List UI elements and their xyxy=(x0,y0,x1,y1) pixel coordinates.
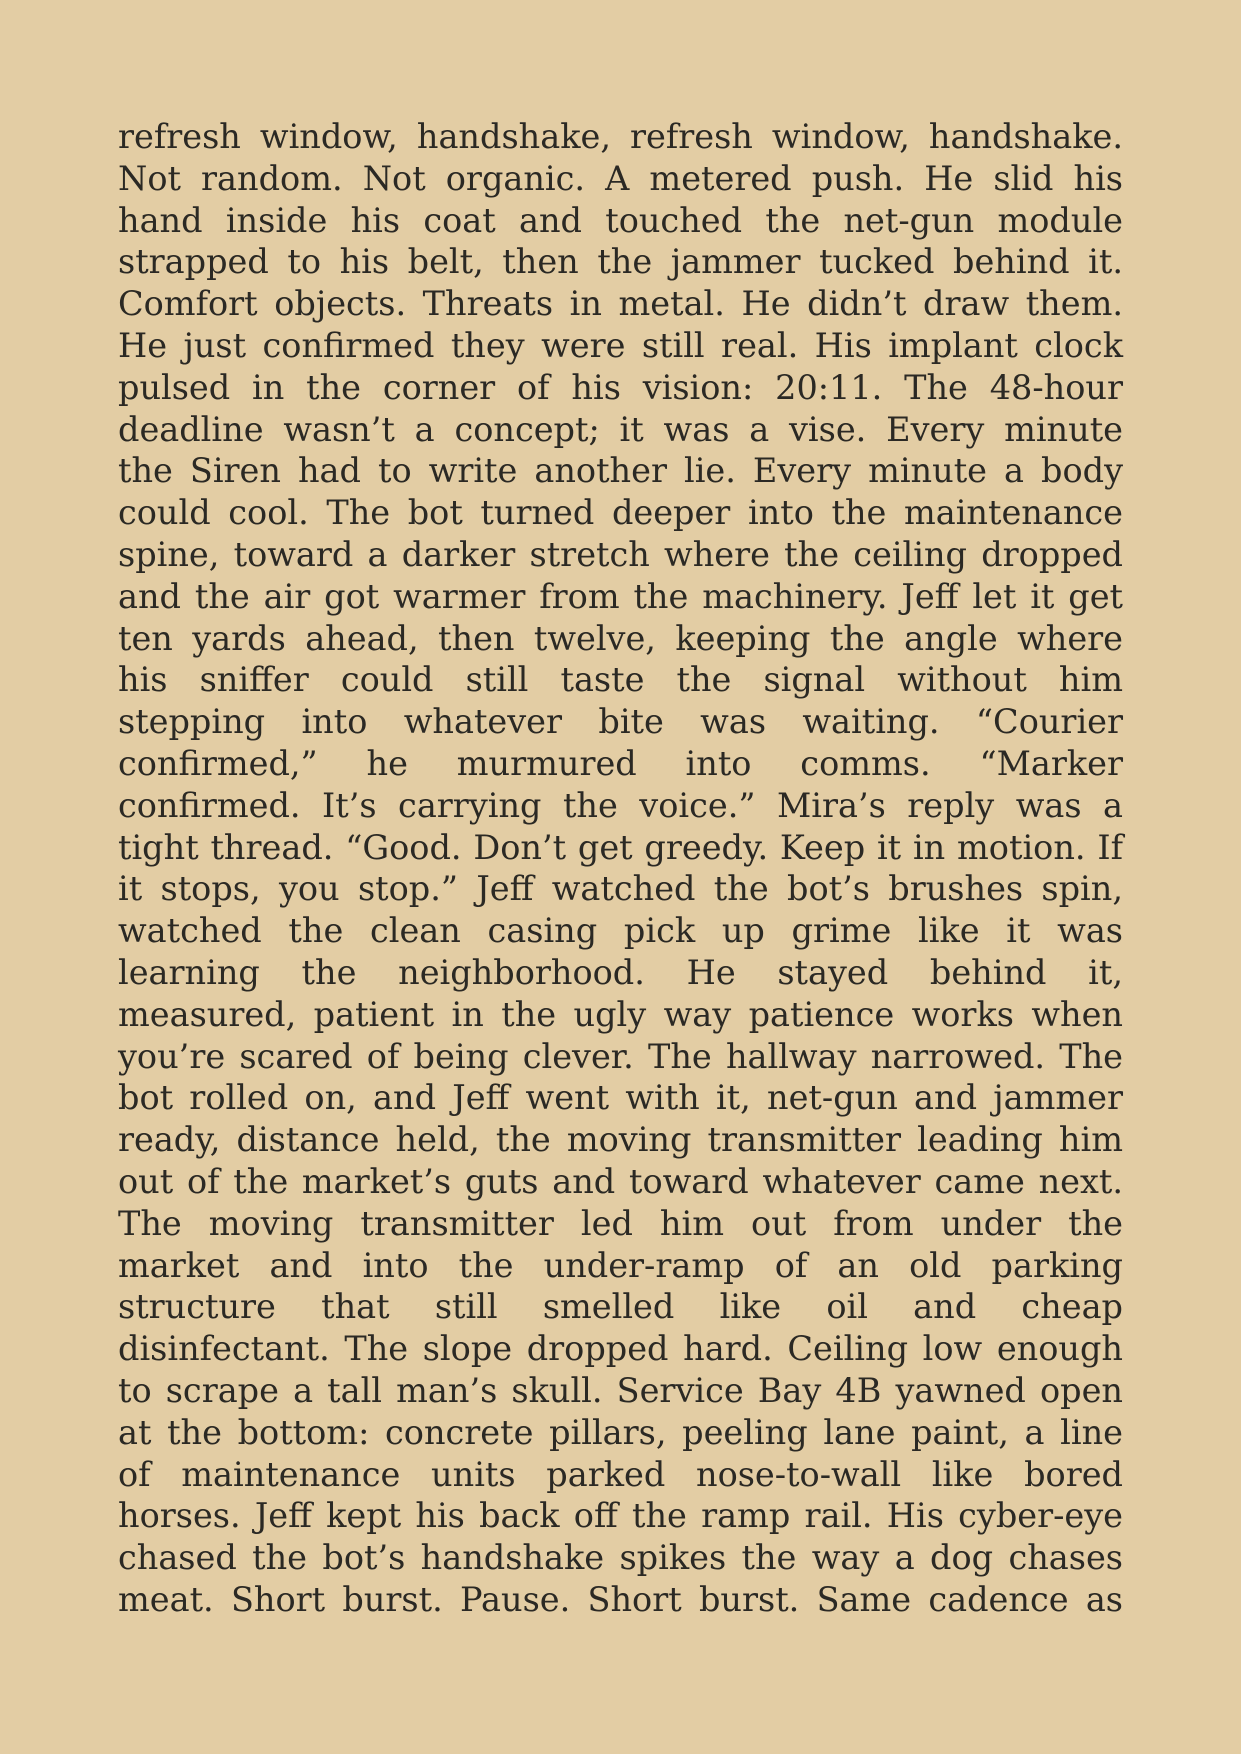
text-line: confirmed. It’s carrying the voice.” Mira’s reply was a xyxy=(118,785,1123,825)
text-line: chased the bot’s handshake spikes the way a dog chases xyxy=(118,1538,1123,1578)
text-line: The moving transmitter led him out from under the xyxy=(118,1203,1123,1243)
text-line: confirmed,” he murmured into comms. “Marker xyxy=(118,743,1123,783)
text-line: hand inside his coat and touched the net-gun module xyxy=(118,200,1123,240)
text-line: out of the market’s guts and toward whatever came next. xyxy=(118,1161,1123,1201)
text-line: at the bottom: concrete pillars, peeling lane paint, a line xyxy=(118,1412,1123,1452)
text-line: measured, patient in the ugly way patience works when xyxy=(118,994,1123,1034)
text-line: spine, toward a darker stretch where the ceiling dropped xyxy=(118,534,1123,574)
text-line: deadline wasn’t a concept; it was a vise. Every minute xyxy=(118,409,1123,449)
text-line: meat. Short burst. Pause. Short burst. Same cadence as xyxy=(118,1579,1123,1619)
text-line: bot rolled on, and Jeff went with it, net-gun and jammer xyxy=(118,1078,1123,1118)
text-line: to scrape a tall man’s skull. Service Bay 4B yawned open xyxy=(118,1370,1123,1410)
body-text xyxy=(118,116,1123,1621)
text-line: strapped to his belt, then the jammer tucked behind it. xyxy=(118,242,1123,282)
text-line: horses. Jeff kept his back off the ramp rail. His cyber-eye xyxy=(118,1496,1123,1536)
text-line: pulsed in the corner of his vision: 20:11. The 48-hour xyxy=(118,367,1123,407)
text-line: ready, distance held, the moving transmitter leading him xyxy=(118,1120,1123,1160)
text-line: you’re scared of being clever. The hallway narrowed. The xyxy=(118,1036,1123,1076)
text-line: He just confirmed they were still real. His implant clock xyxy=(118,325,1123,365)
text-line: Not random. Not organic. A metered push. He slid his xyxy=(118,158,1123,198)
text-line: Comfort objects. Threats in metal. He didn’t draw them. xyxy=(118,284,1123,324)
text-line: market and into the under-ramp of an old parking xyxy=(118,1245,1123,1285)
text-line: watched the clean casing pick up grime like it was xyxy=(118,911,1123,951)
text-line: tight thread. “Good. Don’t get greedy. Keep it in motion. If xyxy=(118,827,1123,867)
text-line: refresh window, handshake, refresh window, handshake. xyxy=(118,117,1123,156)
text-line: disinfectant. The slope dropped hard. Ceiling low enough xyxy=(118,1329,1123,1369)
text-line: the Siren had to write another lie. Every minute a body xyxy=(118,451,1123,491)
text-line: it stops, you stop.” Jeff watched the bot’s brushes spin, xyxy=(118,869,1123,909)
text-line: ten yards ahead, then twelve, keeping the angle where xyxy=(118,618,1123,658)
text-line: stepping into whatever bite was waiting. “Courier xyxy=(118,702,1123,742)
text-line: and the air got warmer from the machinery. Jeff let it get xyxy=(118,576,1123,616)
text-line: of maintenance units parked nose-to-wall like bored xyxy=(118,1454,1123,1494)
text-line: learning the neighborhood. He stayed behind it, xyxy=(118,952,1123,992)
text-line: could cool. The bot turned deeper into the maintenance xyxy=(118,493,1123,533)
text-line: his sniffer could still taste the signal without him xyxy=(118,660,1123,700)
text-line: structure that still smelled like oil and cheap xyxy=(118,1287,1123,1327)
